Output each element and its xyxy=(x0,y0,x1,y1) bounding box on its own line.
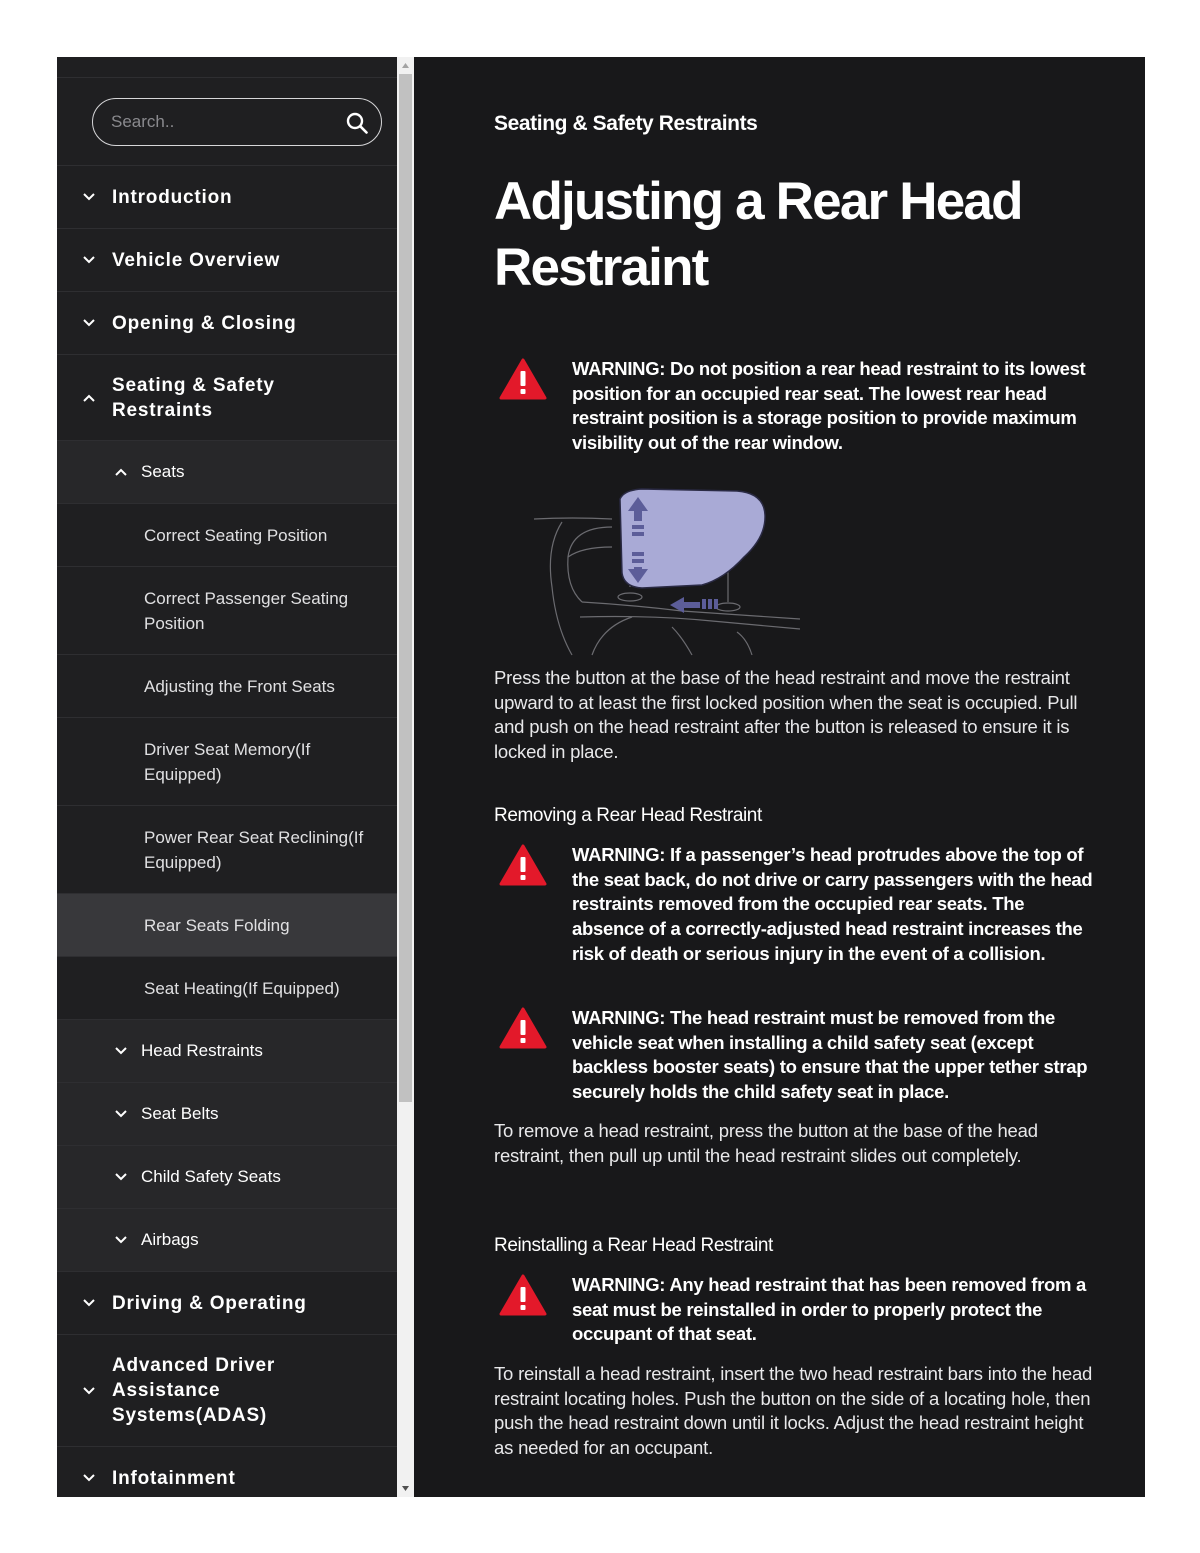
nav-label: Seat Belts xyxy=(141,1104,219,1123)
nav-seating-safety[interactable] xyxy=(57,355,397,441)
sidebar xyxy=(57,57,397,1497)
nav-power-rear-seat-reclining[interactable] xyxy=(57,806,397,894)
chevron-down-icon xyxy=(82,318,96,328)
nav-label: Child Safety Seats xyxy=(141,1167,281,1186)
nav-label: Correct Passenger Seating Position xyxy=(144,588,349,633)
warning-block xyxy=(494,1006,1094,1105)
nav-label: Seat Heating(If Equipped) xyxy=(144,978,340,998)
nav-label: Correct Seating Position xyxy=(144,525,328,545)
nav-label: Opening & Closing xyxy=(112,312,297,334)
chevron-up-icon xyxy=(82,393,96,403)
section-heading: Reinstalling a Rear Head Restraint xyxy=(494,1235,773,1256)
warning-icon xyxy=(499,1006,547,1050)
nav-seat-belts[interactable] xyxy=(57,1083,397,1146)
nav-rear-seats-folding[interactable] xyxy=(57,894,397,957)
chevron-down-icon xyxy=(82,1386,96,1396)
nav-label: Airbags xyxy=(141,1230,199,1249)
chevron-down-icon xyxy=(82,255,96,265)
warning-text: WARNING: If a passenger’s head protrudes above the top of the seat back, do not drive or carry passengers with the head restraints removed from the occupied rear seats. The absence of a correctly-adjusted head restraint increases the risk of death or serious injury in the event of a collision. xyxy=(572,844,1093,964)
warning-icon xyxy=(499,843,547,887)
warning-icon xyxy=(499,1273,547,1317)
page-title: Adjusting a Rear Head Restraint xyxy=(494,172,1022,297)
warning-text: WARNING: Any head restraint that has been removed from a seat must be reinstalled in order to properly protect the occupant of that seat. xyxy=(572,1274,1086,1345)
warning-block xyxy=(494,357,1094,456)
chevron-down-icon xyxy=(82,1473,96,1483)
nav-label: Head Restraints xyxy=(141,1041,263,1060)
body-paragraph: Press the button at the base of the head restraint and move the restraint upward to at least the first locked position when the seat is occupied. Pull and push on the head restraint after the button is released to ensure it is locked in place. xyxy=(494,667,1078,763)
chevron-down-icon xyxy=(82,192,96,202)
nav-label: Adjusting the Front Seats xyxy=(144,676,335,696)
body-paragraph: To reinstall a head restraint, insert the two head restraint bars into the head restraint locating holes. Push the button on the side of a locating hole, then push the head restraint down until it locks. Adjust the head restraint height as needed for an occupant. xyxy=(494,1363,1093,1459)
nav-label: Power Rear Seat Reclining(If Equipped) xyxy=(144,827,364,872)
nav-head-restraints[interactable] xyxy=(57,1020,397,1083)
nav-label: Vehicle Overview xyxy=(112,249,281,271)
nav-label: Driving & Operating xyxy=(112,1292,307,1314)
nav-label: Infotainment xyxy=(112,1467,236,1489)
chevron-down-icon xyxy=(114,1046,128,1056)
nav-label: Seats xyxy=(141,462,185,481)
nav-infotainment[interactable] xyxy=(57,1447,397,1497)
nav-child-safety-seats[interactable] xyxy=(57,1146,397,1209)
nav-correct-passenger-seating[interactable] xyxy=(57,567,397,655)
nav-correct-seating-position[interactable] xyxy=(57,504,397,567)
search-box xyxy=(92,98,382,146)
nav-vehicle-overview[interactable] xyxy=(57,229,397,292)
warning-text: WARNING: Do not position a rear head restraint to its lowest position for an occupied rear seat. The lowest rear head restraint position is a storage position to provide maximum visibility out of the rear window. xyxy=(572,358,1086,454)
app-window xyxy=(57,57,1145,1497)
scroll-down-arrow-icon[interactable] xyxy=(397,1480,414,1497)
warning-icon xyxy=(499,357,547,401)
nav-driver-seat-memory[interactable] xyxy=(57,718,397,806)
nav-adjusting-front-seats[interactable] xyxy=(57,655,397,718)
scroll-thumb[interactable] xyxy=(399,74,412,1102)
body-paragraph: To remove a head restraint, press the button at the base of the head restraint, then pull up until the head restraint slides out completely. xyxy=(494,1120,1038,1166)
search-input[interactable] xyxy=(111,110,331,134)
chevron-up-icon xyxy=(114,467,128,477)
chevron-down-icon xyxy=(82,1298,96,1308)
nav-label: Advanced Driver Assistance Systems(ADAS) xyxy=(112,1355,276,1426)
chevron-down-icon xyxy=(114,1172,128,1182)
warning-text: WARNING: The head restraint must be removed from the vehicle seat when installing a child safety seat (except backless booster seats) to ensure that the upper tether strap securely holds the child safety seat in place. xyxy=(572,1007,1088,1103)
nav-label: Rear Seats Folding xyxy=(144,915,290,935)
nav-label: Driver Seat Memory(If Equipped) xyxy=(144,739,311,784)
sidebar-top-strip xyxy=(57,57,397,78)
section-heading: Removing a Rear Head Restraint xyxy=(494,805,762,826)
nav-adas[interactable] xyxy=(57,1335,397,1447)
main-content xyxy=(414,57,1145,1497)
chevron-down-icon xyxy=(114,1109,128,1119)
nav-airbags[interactable] xyxy=(57,1209,397,1272)
warning-block xyxy=(494,1273,1094,1347)
nav-label: Introduction xyxy=(112,186,233,208)
nav-seat-heating[interactable] xyxy=(57,957,397,1020)
search-icon[interactable] xyxy=(345,111,369,135)
nav-driving-operating[interactable] xyxy=(57,1272,397,1335)
head-restraint-illustration xyxy=(532,487,804,657)
sidebar-scrollbar[interactable] xyxy=(397,57,414,1497)
breadcrumb[interactable]: Seating & Safety Restraints xyxy=(494,112,758,135)
chevron-down-icon xyxy=(114,1235,128,1245)
nav-seats[interactable] xyxy=(57,441,397,504)
nav-introduction[interactable] xyxy=(57,166,397,229)
warning-block xyxy=(494,843,1094,967)
nav-opening-closing[interactable] xyxy=(57,292,397,355)
scroll-up-arrow-icon[interactable] xyxy=(397,57,414,74)
search-section xyxy=(57,78,397,166)
nav-label: Seating & Safety Restraints xyxy=(112,374,275,421)
